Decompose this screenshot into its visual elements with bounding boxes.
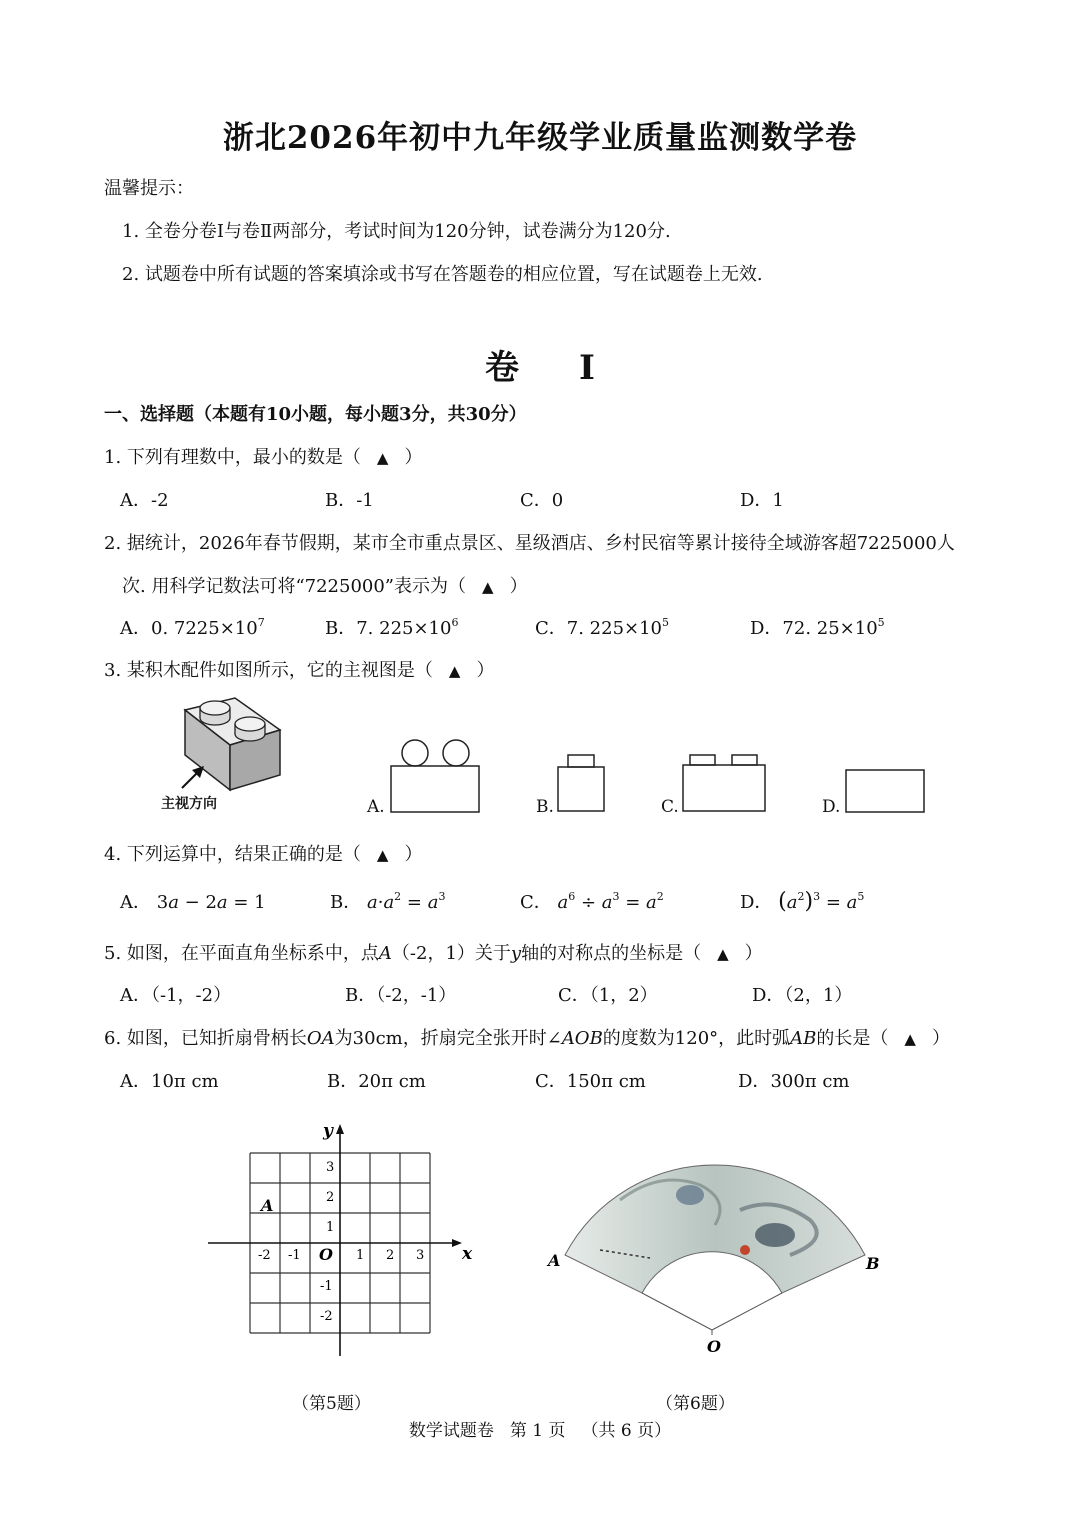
question-4-close: ） — [404, 844, 423, 865]
folding-fan-figure — [540, 1140, 890, 1355]
question-5-stem-2: （-2，1）关于 — [391, 943, 511, 964]
y-tick: -1 — [320, 1279, 333, 1294]
q6-option-a — [120, 1067, 219, 1093]
question-1-stem: 1. 下列有理数中，最小的数是（ — [104, 447, 361, 468]
y-tick: -2 — [320, 1309, 333, 1324]
q4-option-a: A． 3a − 2a = 1 — [120, 892, 266, 913]
answer-triangle-icon: ▲ — [376, 449, 389, 467]
answer-triangle-icon: ▲ — [717, 945, 729, 963]
question-5-point: A — [378, 943, 392, 964]
point-b-label: B — [866, 1254, 880, 1273]
view-direction-label: 主视方向 — [161, 796, 217, 812]
q6-option-d-value: 300π cm — [770, 1071, 850, 1092]
point-a-label: A — [548, 1251, 561, 1270]
answer-triangle-icon: ▲ — [482, 578, 494, 596]
q2-option-c-text: C．7. 225×10 — [535, 618, 663, 639]
q6-option-a-value: 10π cm — [151, 1071, 219, 1092]
answer-triangle-icon: ▲ — [904, 1030, 916, 1048]
q6-option-b-value: 20π cm — [358, 1071, 426, 1092]
tips-heading: 温馨提示： — [104, 178, 194, 199]
page-footer — [0, 1416, 1080, 1441]
q1-option-c: C．0 — [520, 490, 564, 511]
question-5-stem-3: 轴的对称点的坐标是（ — [521, 943, 702, 964]
question-2-line-2 — [122, 572, 528, 598]
section-heading: 一、选择题（本题有10小题，每小题3分，共30分） — [104, 404, 527, 425]
question-6-oa: OA — [306, 1028, 335, 1049]
question-6-stem: 6. 如图，已知折扇骨柄长 — [104, 1028, 307, 1049]
q2-option-d-exp: 5 — [877, 616, 885, 629]
q2-option-b-text: B．7. 225×10 — [325, 618, 452, 639]
footer-total-pages: （共 6 页） — [581, 1421, 672, 1441]
q2-option-a-exp: 7 — [257, 616, 265, 629]
q6-option-c-label: C． — [535, 1071, 567, 1092]
question-2-stem: 次. 用科学记数法可将“7225000”表示为（ — [122, 576, 467, 597]
question-5 — [104, 939, 763, 965]
q2-option-b-exp: 6 — [451, 616, 459, 629]
y-tick: 1 — [326, 1220, 335, 1235]
page-title: 浙北2026年初中九年级学业质量监测数学卷 — [222, 120, 858, 156]
q5-option-b: B．（-2，-1） — [345, 985, 457, 1006]
question-6-close: ） — [931, 1028, 950, 1049]
q6-option-d-label: D． — [738, 1071, 771, 1092]
y-axis-label: y — [323, 1121, 333, 1141]
q3-option-d-label: D. — [822, 797, 841, 817]
q6-option-b-label: B． — [327, 1071, 359, 1092]
tip-item-2: 2. 试题卷中所有试题的答案填涂或书写在答题卷的相应位置，写在试题卷上无效. — [122, 264, 763, 285]
footer-page-number: 第 1 页 — [509, 1421, 566, 1441]
point-a-label: A — [261, 1196, 274, 1215]
q2-option-a-text: A．0. 7225×10 — [120, 618, 258, 639]
question-6-aob: AOB — [561, 1028, 603, 1049]
q4-option-c: C． $a^6 \div a^3 = a^2$ — [520, 890, 664, 913]
q5-option-d: D．（2，1） — [752, 985, 853, 1006]
coordinate-grid-figure — [200, 1118, 490, 1363]
q4-option-b: B． $a\cdot a^2 = a^3$ — [330, 890, 446, 913]
volume-number: I — [579, 348, 595, 388]
question-2-close: ） — [509, 576, 528, 597]
q3-option-a-label: A. — [367, 797, 385, 817]
question-6 — [104, 1024, 950, 1050]
footer-paper-name: 数学试题卷 — [408, 1421, 494, 1441]
question-6-stem-3: 的度数为120°，此时弧 — [602, 1028, 791, 1049]
y-tick: 3 — [326, 1160, 335, 1175]
answer-triangle-icon: ▲ — [376, 846, 389, 864]
question-2-line-1: 2. 据统计，2026年春节假期，某市全市重点景区、星级酒店、乡村民宿等累计接待全域游客超7225000人 — [104, 533, 955, 554]
q6-option-a-label: A． — [120, 1071, 151, 1092]
q3-option-a-figure — [388, 738, 483, 816]
q6-option-d — [738, 1067, 850, 1093]
question-1 — [104, 443, 422, 469]
x-tick: -1 — [288, 1248, 301, 1263]
origin-label: O — [319, 1245, 333, 1264]
q1-option-a: A．-2 — [120, 490, 169, 511]
question-1-close: ） — [404, 447, 423, 468]
question-3-stem: 3. 某积木配件如图所示，它的主视图是（ — [104, 660, 433, 681]
x-axis-label: x — [462, 1244, 473, 1264]
tip-item-1: 1. 全卷分卷Ⅰ与卷Ⅱ两部分，考试时间为120分钟，试卷满分为120分. — [122, 221, 671, 242]
figure-6-caption: （第6题） — [656, 1394, 735, 1414]
volume-word: 卷 — [485, 348, 520, 388]
question-5-axis: y — [510, 943, 522, 964]
q2-option-b — [325, 614, 458, 640]
q4-option-d: D． $(a^2)^3 = a^5$ — [740, 889, 865, 914]
q6-option-c-value: 150π cm — [566, 1071, 646, 1092]
question-4 — [104, 840, 422, 866]
q3-option-b-figure — [555, 752, 607, 814]
question-6-stem-2: 为30cm，折扇完全张开时∠ — [334, 1028, 562, 1049]
q4-option-b-label: B． — [330, 892, 362, 913]
question-5-stem: 5. 如图，在平面直角坐标系中，点 — [104, 943, 379, 964]
q2-option-c — [535, 614, 669, 640]
q4-option-a-label: A． — [120, 892, 151, 913]
q4-option-d-label: D． — [740, 892, 773, 913]
q2-option-d — [750, 614, 885, 640]
q3-option-d-figure — [843, 767, 927, 815]
q3-option-c-figure — [680, 752, 768, 814]
q4-option-c-label: C． — [520, 892, 552, 913]
question-3-close: ） — [476, 660, 495, 681]
q1-option-b: B．-1 — [325, 490, 374, 511]
q6-option-c — [535, 1067, 646, 1093]
figure-5-caption: （第5题） — [292, 1394, 371, 1414]
q3-option-b-label: B. — [536, 797, 554, 817]
q2-option-d-text: D．72. 25×10 — [750, 618, 878, 639]
point-o-label: O — [707, 1337, 721, 1355]
q2-option-c-exp: 5 — [662, 616, 670, 629]
volume-heading — [0, 340, 1080, 389]
answer-triangle-icon: ▲ — [448, 662, 461, 680]
q3-option-c-label: C. — [661, 797, 679, 817]
x-tick: 1 — [356, 1248, 365, 1263]
q5-option-c: C．（1，2） — [558, 985, 658, 1006]
x-tick: 2 — [386, 1248, 395, 1263]
question-6-stem-4: 的长是（ — [816, 1028, 889, 1049]
question-6-ab: AB — [790, 1028, 817, 1049]
x-tick: 3 — [416, 1248, 425, 1263]
q2-option-a — [120, 614, 265, 640]
question-4-stem: 4. 下列运算中，结果正确的是（ — [104, 844, 361, 865]
q1-option-d: D．1 — [740, 490, 784, 511]
x-tick: -2 — [258, 1248, 271, 1263]
y-tick: 2 — [326, 1190, 335, 1205]
question-3 — [104, 656, 494, 682]
question-5-close: ） — [744, 943, 763, 964]
q5-option-a: A．（-1，-2） — [120, 985, 232, 1006]
q6-option-b — [327, 1067, 426, 1093]
